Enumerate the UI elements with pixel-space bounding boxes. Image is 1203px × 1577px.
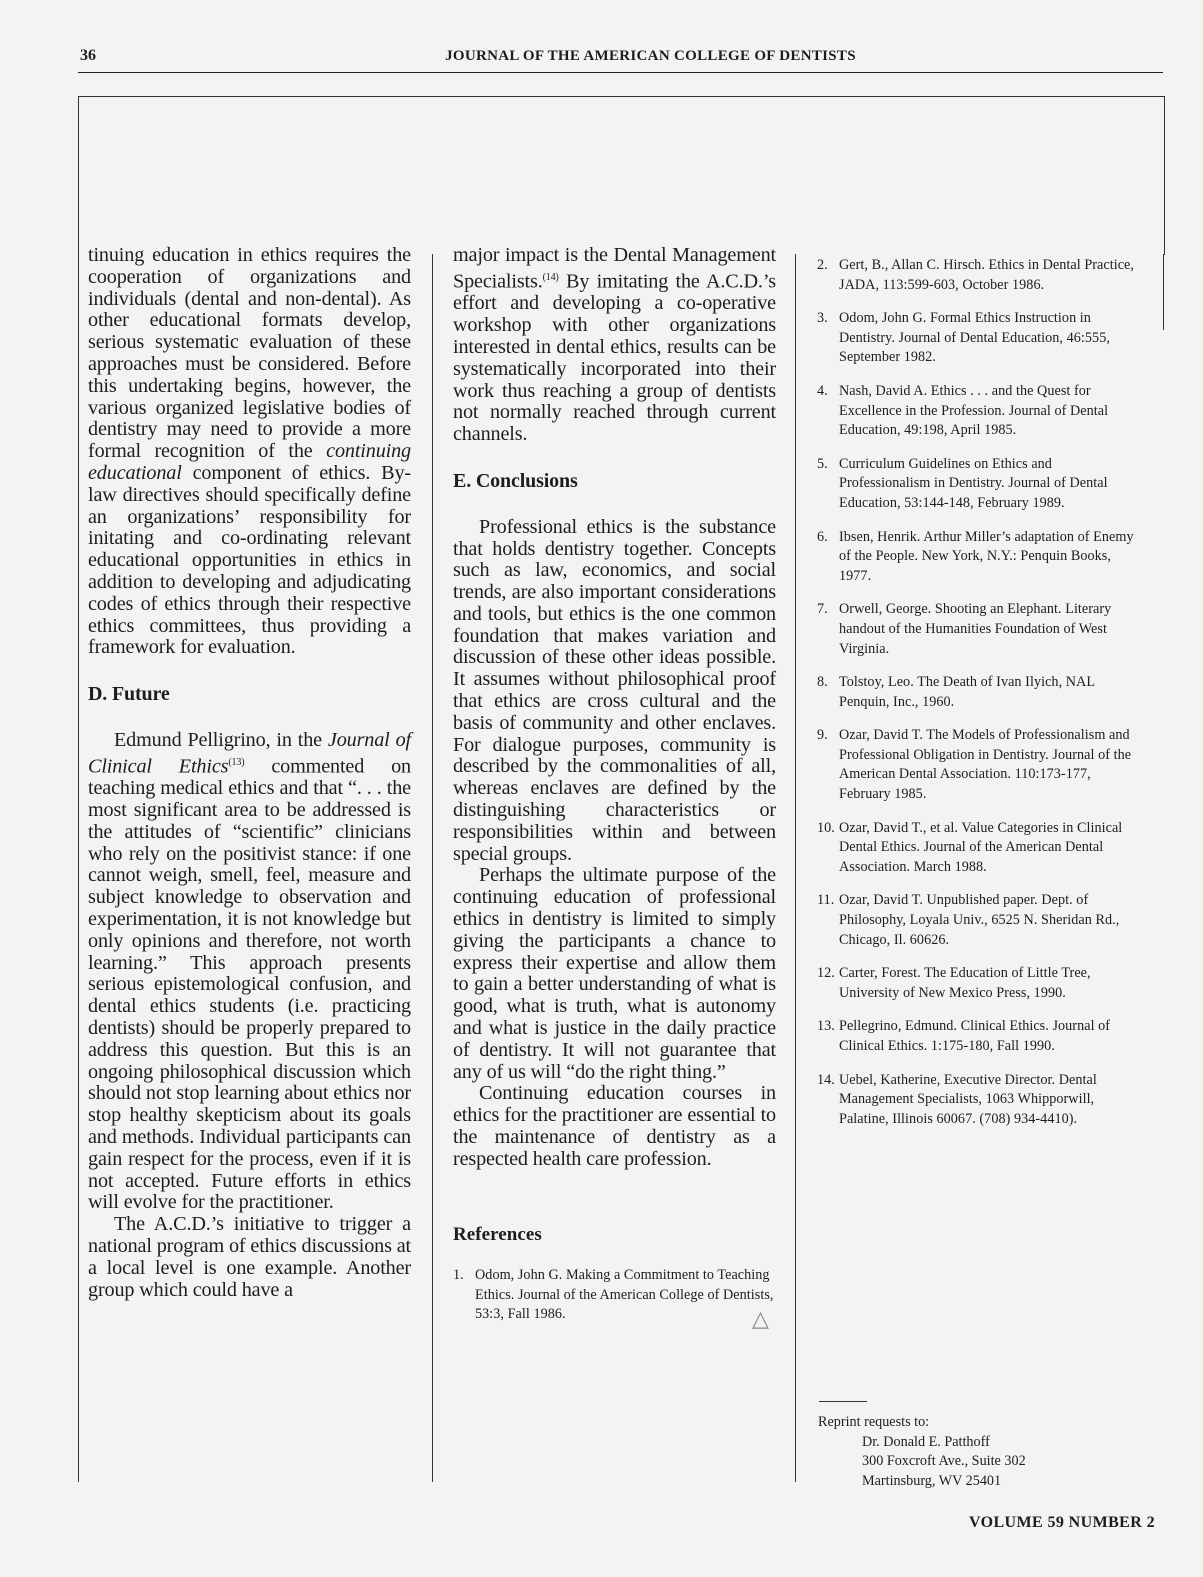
reference-item: 9. Ozar, David T. The Models of Professionalism and Professional Obligation in Dentistry. Journal of the American Dental Association. 110:173-177, February 1985.: [817, 727, 1132, 803]
reference-item: 5. Curriculum Guidelines on Ethics and Professionalism in Dentistry. Journal of Dental Education, 53:144-148, February 1989.: [817, 455, 1108, 511]
reference-item: 4. Nash, David A. Ethics . . . and the Quest for Excellence in the Profession. Journal of Dental Education, 49:198, April 1985.: [817, 382, 1109, 439]
end-mark-icon: △: [752, 1306, 769, 1331]
section-heading-future: D. Future: [88, 683, 170, 706]
reference-item: 1. Odom, John G. Making a Commitment to Teaching Ethics. Journal of the American College of Dentists, 53:3, Fall 1986.: [453, 1267, 774, 1323]
paragraph: Edmund Pelligrino, in the Journal of Clinical Ethics$^{(13)}$ commented on teaching medical ethics and that “. . . the most significant area to be addressed is the attitudes of “scientific” clinicians who rely on the positivist stance: if one cannot weigh, smell, feel, measure and subject knowledge to observation and experimentation, it is not knowledge but only opinions and therefore, not worth learning.” This approach presents serious epistemological confusion, and dental ethics students (i.e. practicing dentists) should be properly prepared to address this question. But this is an ongoing philosophical discussion which should not stop learning about ethics nor stop healthy skepticism about its goals and methods. Individual participants can gain respect for the process, even if it is not accepted. Future efforts in ethics will evolve for the practitioner.: [88, 728, 411, 1214]
reference-item: 3. Odom, John G. Formal Ethics Instruction in Dentistry. Journal of Dental Education, 46:555, September 1982.: [817, 310, 1110, 366]
page-number: 36: [80, 47, 96, 64]
paragraph: Professional ethics is the substance that holds dentistry together. Concepts such as law, economics, and social trends, are also important considerations and tools, but ethics is the one common foundation that makes variation and discussion of these other ideas possible. It assumes without philosophical proof that ethics are cross cultural and the basis of community and other enclaves. For dialogue purposes, community is described by the commonalities of all, whereas enclaves are defined by the distinguishing characteristics or responsibilities within and between special groups.: [453, 515, 776, 865]
paragraph: Perhaps the ultimate purpose of the continuing education of professional ethics in dentistry is limited to simply giving the participants a chance to express their expertise and allow them to gain a better understanding of what is good, what is truth, what is autonomy and what is justice in the daily practice of dentistry. It will not guarantee that any of us will “do the right thing.”: [453, 864, 776, 1083]
references: [453, 1225, 776, 1325]
column-3-references: [817, 256, 1143, 1143]
reprint-line: 300 Foxcroft Ave., Suite 302: [862, 1453, 1026, 1470]
column-rule-1: [432, 254, 433, 1482]
references-heading: References: [453, 1223, 542, 1245]
section-heading-conclusions: E. Conclusions: [453, 469, 578, 492]
paragraph: Continuing education courses in ethics for the practitioner are essential to the maintenance of dentistry as a respected health care profession.: [453, 1082, 776, 1170]
empty-top-box: [78, 96, 1165, 255]
reference-item: 6. Ibsen, Henrik. Arthur Miller’s adaptation of Enemy of the People. New York, N.Y.: Penquin Books, 1977.: [817, 528, 1134, 584]
journal-title: JOURNAL OF THE AMERICAN COLLEGE OF DENTISTS: [445, 48, 856, 64]
reference-item: 11. Ozar, David T. Unpublished paper. Dept. of Philosophy, Loyala Univ., 6525 N. Sheridan Rd., Chicago, Il. 60626.: [817, 892, 1120, 948]
reference-item: 12. Carter, Forest. The Education of Little Tree, University of New Mexico Press, 1990.: [817, 965, 1091, 1001]
reference-item: 8. Tolstoy, Leo. The Death of Ivan Ilyich, NAL Penquin, Inc., 1960.: [817, 674, 1095, 710]
reference-item: 13. Pellegrino, Edmund. Clinical Ethics. Journal of Clinical Ethics. 1:175-180, Fall 1990.: [817, 1018, 1111, 1054]
right-margin-rule: [1163, 254, 1164, 330]
reprint-line: Martinsburg, WV 25401: [862, 1472, 1002, 1489]
reprint-requests: [818, 1413, 1026, 1491]
column-rule-2: [795, 254, 796, 1482]
paragraph: The A.C.D.’s initiative to trigger a national program of ethics discussions at a local level is one example. Another group which could have a: [88, 1213, 411, 1301]
paragraph: major impact is the Dental Management Specialists.$^{(14)}$ By imitating the A.C.D.’s effort and developing a co-operative workshop with other organizations interested in dental ethics, results can be systematically incorporated into their work thus reaching a group of dentists not normally reached through current channels.: [453, 244, 776, 446]
reference-item: 10. Ozar, David T., et al. Value Categories in Clinical Dental Ethics. Journal of the American Dental Association. March 1988.: [817, 819, 1123, 875]
reprint-divider: [819, 1401, 867, 1402]
volume-footer: VOLUME 59 NUMBER 2: [969, 1514, 1155, 1531]
reference-item: 2. Gert, B., Allan C. Hirsch. Ethics in Dental Practice, JADA, 113:599-603, October 1986.: [817, 257, 1135, 293]
reference-item: 7. Orwell, George. Shooting an Elephant. Literary handout of the Humanities Foundation of West Virginia.: [817, 601, 1112, 657]
running-header: [78, 44, 1163, 73]
left-margin-rule: [78, 254, 79, 1482]
column-2: [453, 245, 776, 1339]
paragraph: tinuing education in ethics requires the cooperation of organizations and individuals (dental and non-dental). As other educational formats develop, serious systematic evaluation of these approaches must be considered. Before this undertaking begins, however, the various organized legislative bodies of dentistry may need to provide a more formal recognition of the continuing educational component of ethics. By-law directives should specifically define an organizations’ responsibility for initating and co-ordinating relevant educational opportunities in ethics in addition to developing and adjudicating codes of ethics through their respective ethics committees, thus providing a framework for evaluation.: [88, 244, 411, 659]
reprint-line: Dr. Donald E. Patthoff: [862, 1433, 990, 1450]
reference-item: 14. Uebel, Katherine, Executive Director. Dental Management Specialists, 1063 Whipporwill, Palatine, Illinois 60067. (708) 934-4410).: [817, 1071, 1097, 1127]
column-1: [88, 245, 411, 1301]
reprint-label: Reprint requests to:: [818, 1414, 930, 1430]
